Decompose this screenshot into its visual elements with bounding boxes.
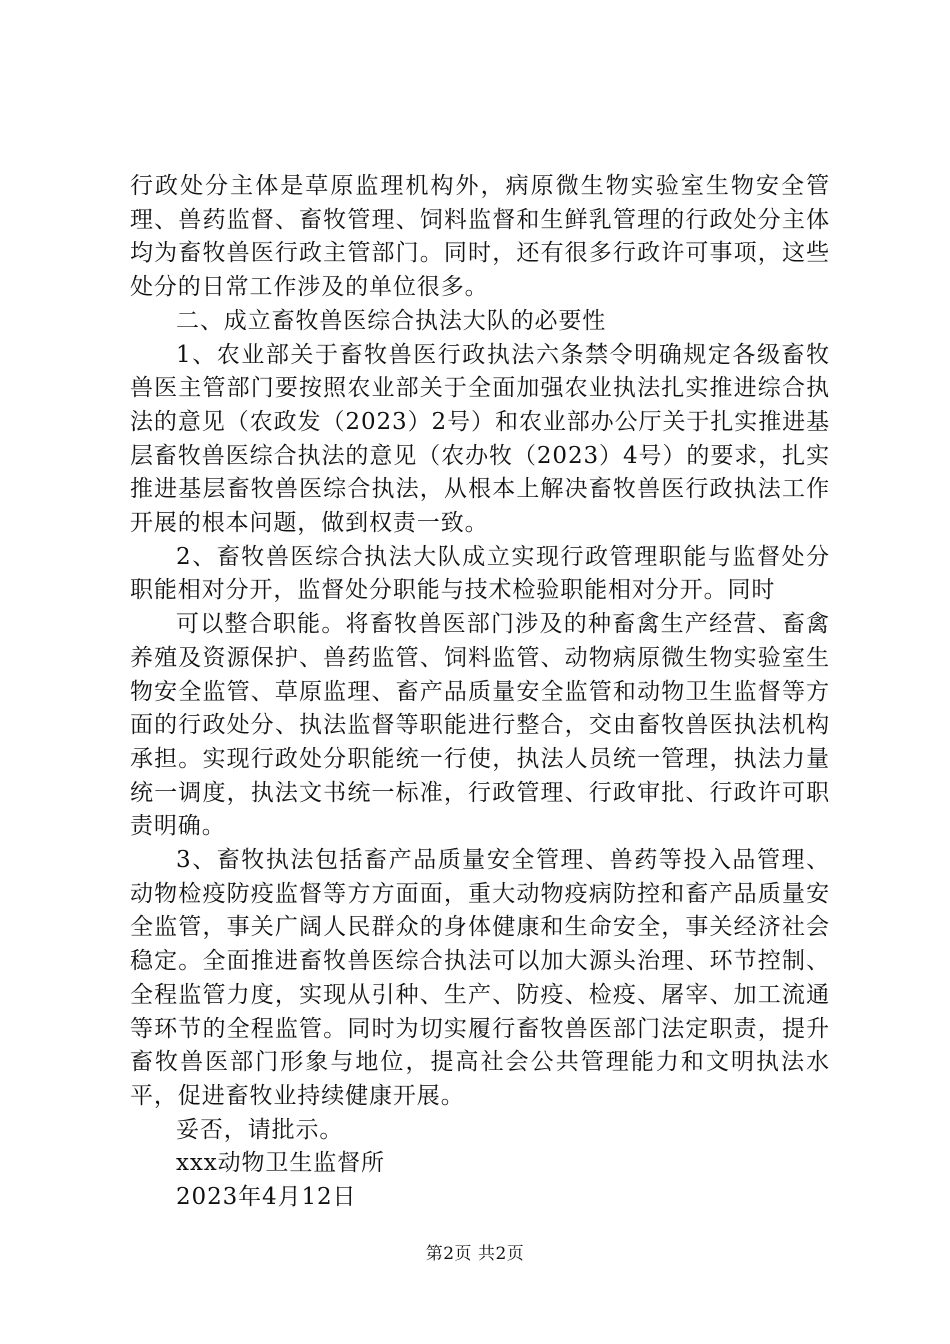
paragraph-continuation: 行政处分主体是草原监理机构外，病原微生物实验室生物安全管理、兽药监督、畜牧管理、饲料监督和生鲜乳管理的行政处分主体均为畜牧兽医行政主管部门。同时，还有很多行政许可事项，这些处分的日常工作涉及的单位很多。 — [130, 173, 830, 301]
paragraph-point-2-continued: 可以整合职能。将畜牧兽医部门涉及的种畜禽生产经营、畜禽养殖及资源保护、兽药监管、饲料监管、动物病原微生物实验室生物安全监管、草原监理、畜产品质量安全监管和动物卫生监督等方面的行政处分、执法监督等职能进行整合，交由畜牧兽医执法机构承担。实现行政处分职能统一行使，执法人员统一管理，执法力量统一调度，执法文书统一标准，行政管理、行政审批、行政许可职责明确。 — [130, 611, 830, 840]
paragraph-point-1: 1、农业部关于畜牧兽医行政执法六条禁令明确规定各级畜牧兽医主管部门要按照农业部关于全面加强农业执法扎实推进综合执法的意见（农政发（2023）2号）和农业部办公厅关于扎实推进基层畜牧兽医综合执法的意见（农办牧（2023）4号）的要求，扎实推进基层畜牧兽医综合执法，从根本上解决畜牧兽医行政执法工作开展的根本问题，做到权责一致。 — [130, 341, 830, 537]
page-number-footer: 第2页 共2页 — [425, 1244, 525, 1264]
paragraph-point-3: 3、畜牧执法包括畜产品质量安全管理、兽药等投入品管理、动物检疫防疫监督等方方面面，重大动物疫病防控和畜产品质量安全监管，事关广阔人民群众的身体健康和生命安全，事关经济社会稳定。全面推进畜牧兽医综合执法可以加大源头治理、环节控制、全程监管力度，实现从引种、生产、防疫、检疫、屠宰、加工流通等环节的全程监管。同时为切实履行畜牧兽医部门法定职责，提升畜牧兽医部门形象与地位，提高社会公共管理能力和文明执法水平，促进畜牧业持续健康开展。 — [130, 847, 830, 1109]
signature-date: 2023年4月12日 — [176, 1184, 357, 1211]
signature-organization: xxx动物卫生监督所 — [176, 1150, 385, 1177]
section-heading: 二、成立畜牧兽医综合执法大队的必要性 — [176, 307, 607, 334]
document-body — [130, 170, 830, 1215]
closing-request: 妥否，请批示。 — [176, 1116, 344, 1143]
paragraph-point-2: 2、畜牧兽医综合执法大队成立实现行政管理职能与监督处分职能相对分开，监督处分职能与技术检验职能相对分开。同时 — [130, 543, 830, 604]
